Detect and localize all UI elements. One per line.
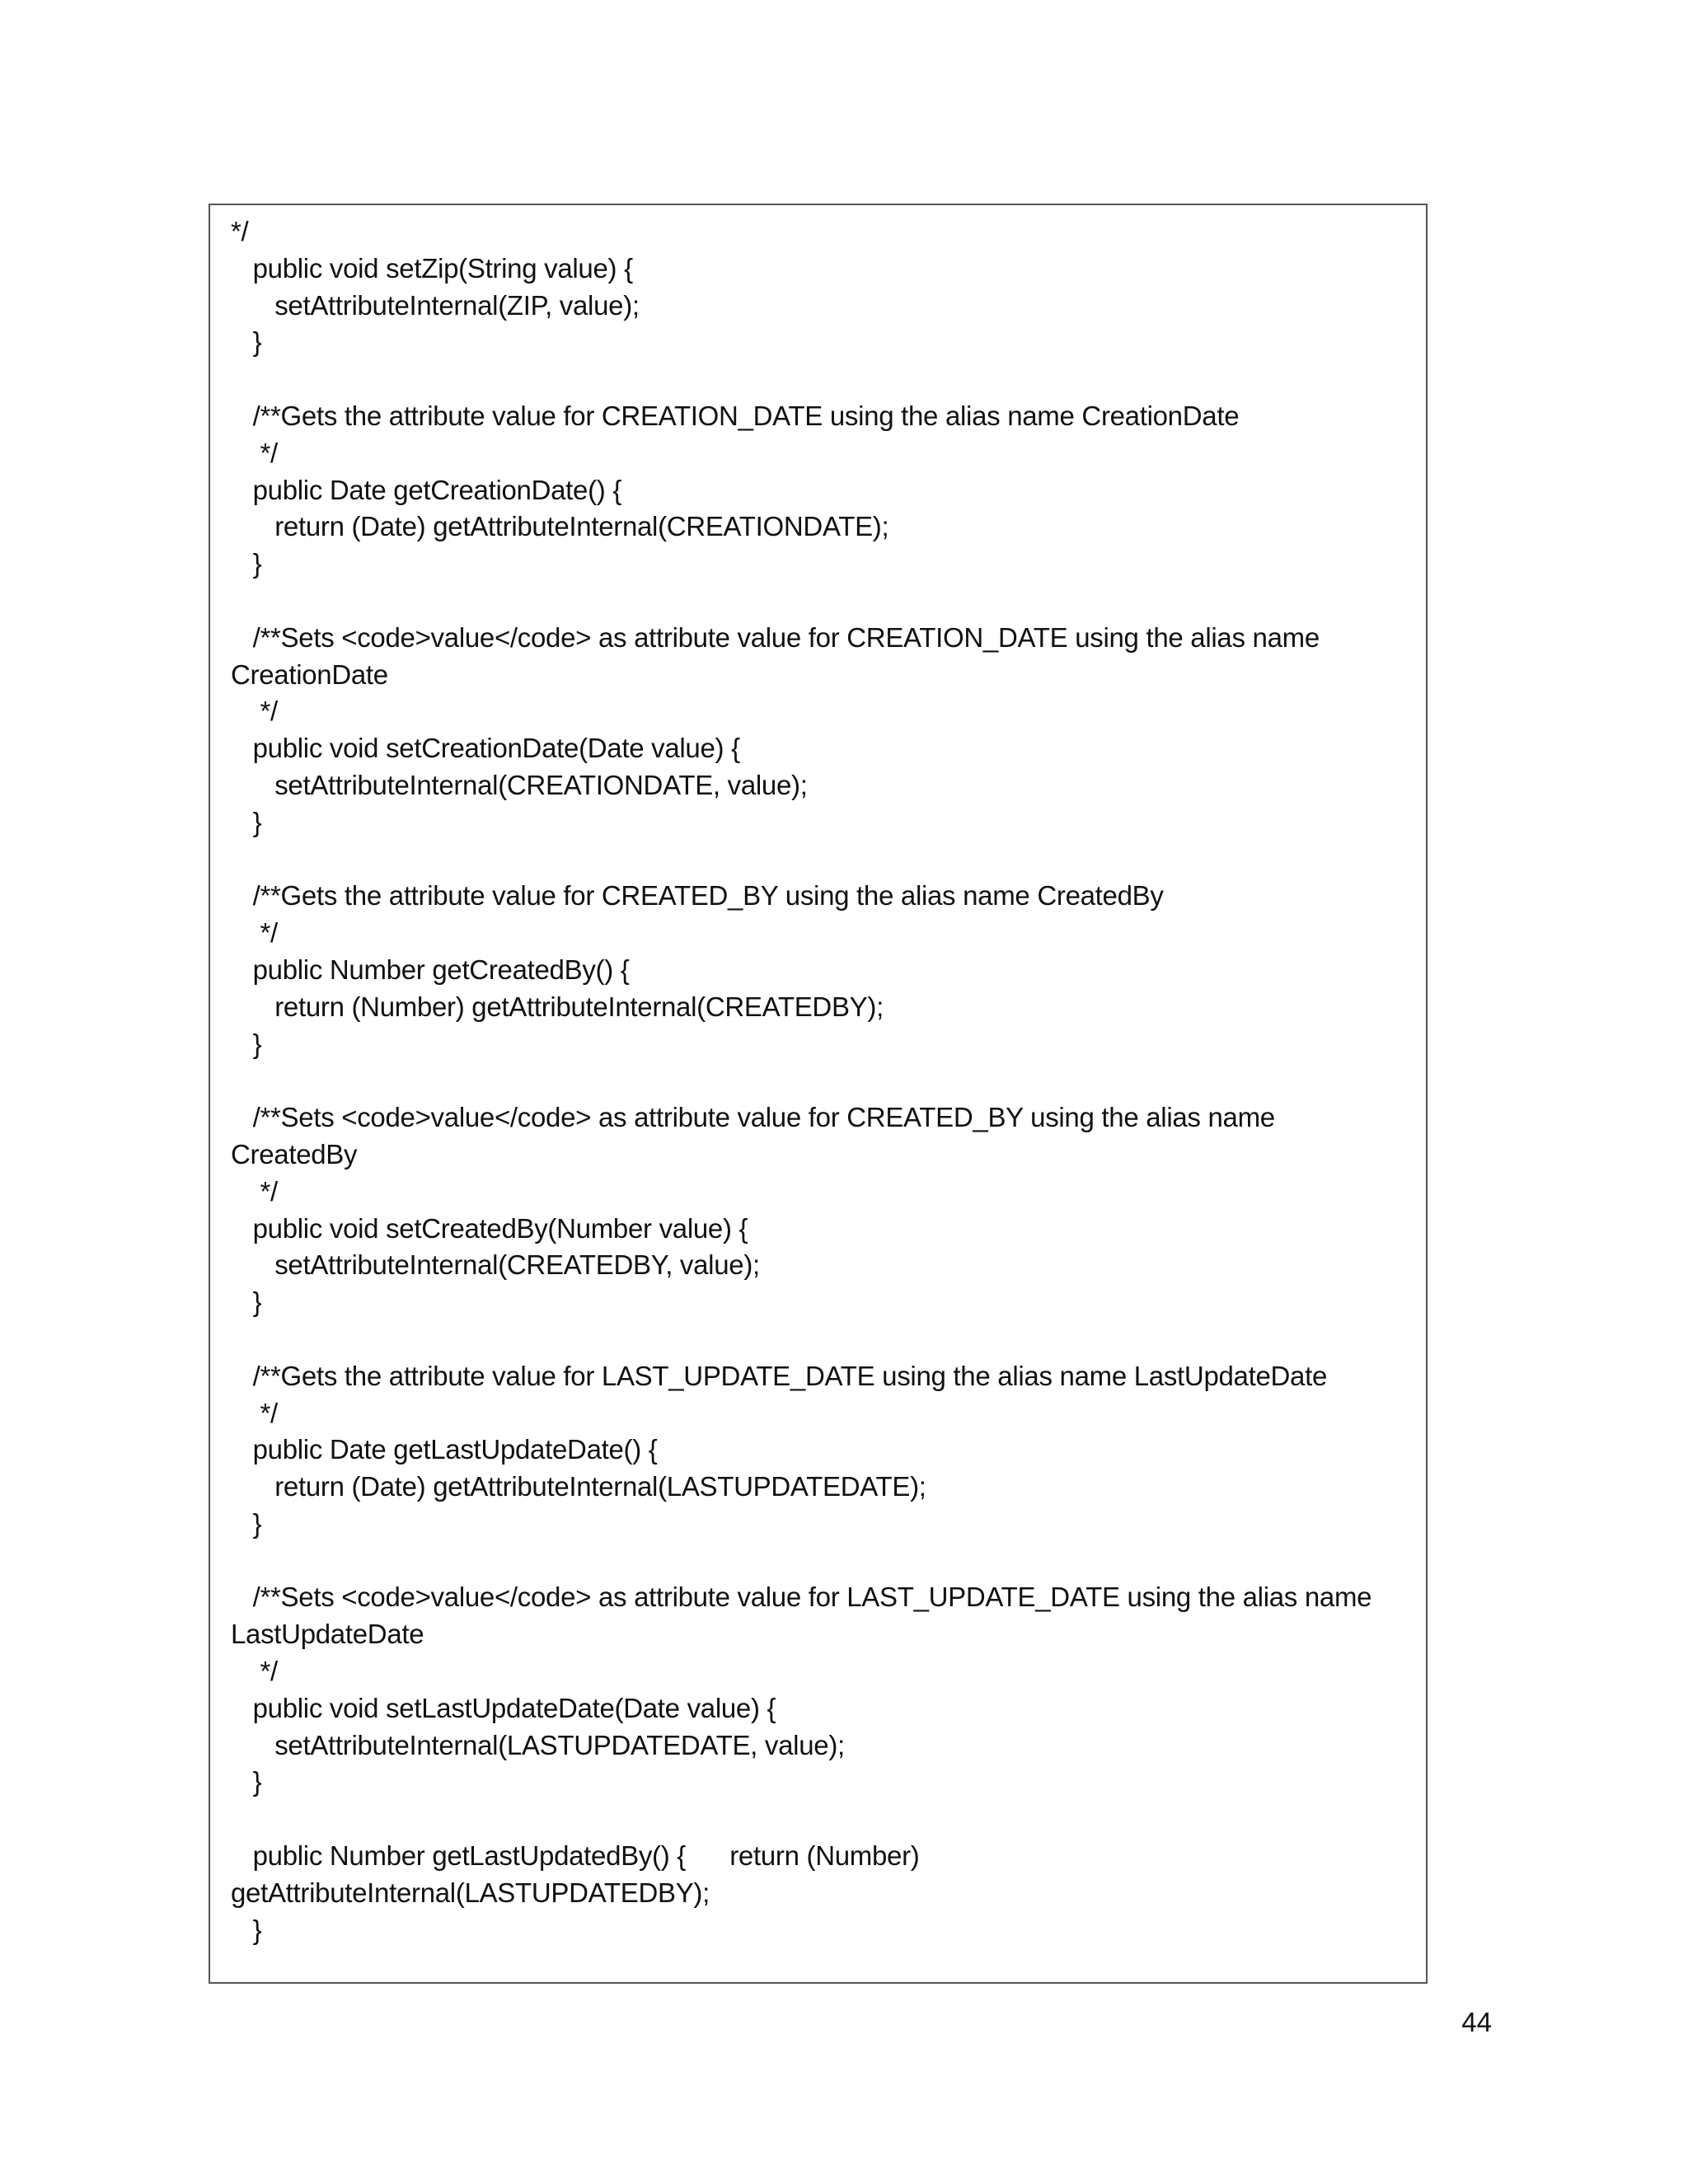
code-line: */: [231, 1397, 278, 1428]
code-line: CreatedBy: [231, 1138, 358, 1169]
code-line: [231, 1543, 1409, 1580]
code-line: }: [231, 1766, 262, 1797]
code-line: [231, 1321, 1409, 1358]
code-line: public Date getCreationDate() {: [231, 474, 622, 505]
code-line: }: [231, 1286, 262, 1318]
code-line: /**Sets <code>value</code> as attribute value for CREATED_BY using the alias name: [231, 1102, 1275, 1133]
code-line: */: [231, 1175, 278, 1207]
code-line: setAttributeInternal(ZIP, value);: [231, 289, 640, 321]
code-line: [231, 1801, 1409, 1838]
code-line: /**Sets <code>value</code> as attribute value for LAST_UPDATE_DATE using the alias name: [231, 1582, 1372, 1613]
code-line: getAttributeInternal(LASTUPDATEDBY);: [231, 1877, 710, 1908]
code-listing-box: [209, 204, 1428, 1984]
code-line: setAttributeInternal(LASTUPDATEDATE, value);: [231, 1729, 845, 1760]
code-line: [231, 1062, 1409, 1099]
code-line: }: [231, 548, 262, 579]
code-line: public void setZip(String value) {: [231, 252, 633, 284]
code-line: }: [231, 326, 262, 358]
code-line: }: [231, 806, 262, 837]
code-line: [231, 841, 1409, 879]
code-line: /**Gets the attribute value for CREATED_BY using the alias name CreatedBy: [231, 880, 1164, 912]
code-line: return (Number) getAttributeInternal(CREATEDBY);: [231, 991, 884, 1022]
code-line: */: [231, 1656, 278, 1687]
code-lines: [231, 213, 1409, 1948]
code-line: setAttributeInternal(CREATIONDATE, value);: [231, 769, 808, 800]
code-line: */: [231, 696, 278, 727]
code-line: */: [231, 437, 278, 468]
code-line: }: [231, 1028, 262, 1059]
code-line: LastUpdateDate: [231, 1619, 424, 1650]
code-line: public void setCreatedBy(Number value) {: [231, 1212, 748, 1244]
code-line: public Number getLastUpdatedBy() { return (Number): [231, 1840, 920, 1872]
code-line: public void setLastUpdateDate(Date value) {: [231, 1692, 776, 1723]
code-line: }: [231, 1914, 262, 1945]
code-line: /**Sets <code>value</code> as attribute value for CREATION_DATE using the alias name: [231, 621, 1320, 653]
code-line: */: [231, 917, 278, 949]
code-line: public Date getLastUpdateDate() {: [231, 1434, 658, 1465]
code-line: }: [231, 1507, 262, 1539]
code-line: return (Date) getAttributeInternal(LASTUPDATEDATE);: [231, 1471, 926, 1502]
page-number: 44: [1461, 2007, 1492, 2037]
code-line: [231, 361, 1409, 398]
code-line: /**Gets the attribute value for CREATION_DATE using the alias name CreationDate: [231, 400, 1240, 431]
code-line: */: [231, 216, 249, 246]
code-line: CreationDate: [231, 658, 388, 690]
code-line: return (Date) getAttributeInternal(CREATIONDATE);: [231, 511, 889, 542]
code-line: setAttributeInternal(CREATEDBY, value);: [231, 1249, 760, 1281]
code-line: /**Gets the attribute value for LAST_UPDATE_DATE using the alias name LastUpdateDate: [231, 1360, 1328, 1391]
code-line: [231, 583, 1409, 620]
code-line: public void setCreationDate(Date value) {: [231, 733, 740, 764]
code-line: public Number getCreatedBy() {: [231, 954, 630, 985]
